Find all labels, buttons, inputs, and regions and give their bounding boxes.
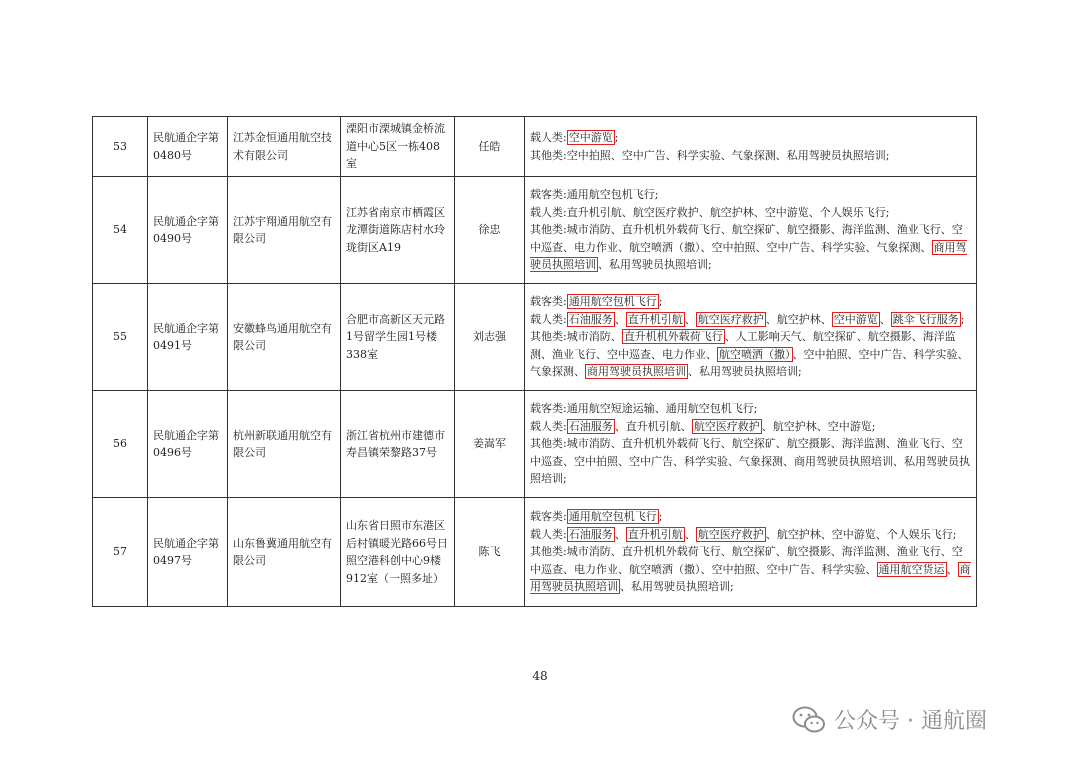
scope-line: [530, 543, 971, 596]
highlighted-scope-item: 航空医疗救护: [697, 527, 764, 541]
highlighted-scope-item: 空中游览: [833, 312, 878, 326]
legal-representative: 徐忠: [455, 177, 525, 284]
highlighted-scope-item: 通用航空包机飞行: [568, 510, 657, 524]
scope-line: [530, 311, 971, 329]
company-address: 山东省日照市东港区后村镇暖光路66号日照空港科创中心9楼912室（一照多址）: [341, 498, 455, 607]
permit-number: 民航通企字第0497号: [148, 498, 228, 607]
scope-text: 、空中拍照、空中广告、科学实验、气象探测、: [530, 347, 969, 379]
scope-text: 、: [684, 312, 696, 326]
scope-category: 其他类:: [530, 148, 567, 162]
highlighted-scope-item: 石油服务: [568, 419, 613, 433]
scope-category: 其他类:: [530, 437, 567, 451]
highlighted-scope-item: 直升机机外载荷飞行: [623, 330, 723, 344]
company-name: 江苏金恒通用航空技术有限公司: [228, 117, 341, 177]
scope-text: 、私用驾驶员执照培训;: [598, 258, 712, 272]
table-row: [93, 498, 977, 607]
row-number: 53: [93, 117, 148, 177]
scope-text: 城市消防、: [566, 330, 622, 344]
scope-text: 城市消防、直升机机外载荷飞行、航空探矿、航空摄影、海洋监测、渔业飞行、空中巡查、电力作业、航空喷洒（撒）、空中拍照、空中广告、科学实验、气象探测、: [530, 223, 963, 254]
scope-line: [530, 400, 971, 418]
scope-line: [530, 129, 971, 147]
scope-text: 直升机引航、航空医疗救护、航空护林、空中游览、个人娱乐飞行;: [566, 205, 890, 219]
page-number: 48: [532, 669, 548, 683]
legal-representative: 陈飞: [455, 498, 525, 607]
scope-category: 载人类:: [530, 312, 567, 326]
highlighted-scope-item: 直升机引航: [627, 312, 683, 326]
legal-representative: 姜嵩军: [455, 391, 525, 498]
scope-text: 、人工影响天气、航空探矿、航空摄影、海洋监测、渔业飞行、空中巡查、电力作业、: [530, 330, 956, 361]
scope-text: 、私用驾驶员执照培训;: [688, 365, 802, 379]
row-number: 54: [93, 177, 148, 284]
highlighted-scope-item: 商用驾驶员执照培训: [587, 365, 686, 379]
legal-representative: 刘志强: [455, 284, 525, 391]
permit-table-body: [93, 117, 977, 607]
company-name: 山东鲁冀通用航空有限公司: [228, 498, 341, 607]
scope-line: [530, 508, 971, 526]
scope-line: [530, 221, 971, 274]
highlighted-scope-item: 航空医疗救护: [697, 312, 764, 326]
scope-category: 载人类:: [530, 419, 567, 433]
permit-number: 民航通企字第0496号: [148, 391, 228, 498]
scope-category: 载人类:: [530, 205, 567, 219]
highlighted-scope-item: 通用航空货运: [878, 562, 945, 576]
scope-line: [530, 418, 971, 436]
watermark: [792, 704, 987, 735]
table-row: [93, 391, 977, 498]
company-name: 江苏宇翔通用航空有限公司: [228, 177, 341, 284]
scope-text: 、: [614, 312, 626, 326]
scope-category: 其他类:: [530, 545, 567, 559]
company-address: 合肥市高新区天元路1号留学生园1号楼338室: [341, 284, 455, 391]
scope-text: 、航空护林、: [765, 312, 832, 326]
scope-text: 、航空护林、空中游览;: [761, 419, 876, 433]
scope-text: 空中拍照、空中广告、科学实验、气象探测、私用驾驶员执照培训;: [566, 148, 890, 162]
business-scope: [525, 391, 977, 498]
scope-text: 、航空护林、空中游览、个人娱乐飞行;: [765, 527, 957, 541]
highlighted-scope-item: 空中游览: [568, 131, 613, 144]
highlighted-scope-item: 商用驾驶员执照培训: [530, 240, 967, 272]
highlighted-scope-item: 通用航空包机飞行: [568, 295, 657, 309]
scope-text: 、私用驾驶员执照培训;: [620, 580, 734, 594]
scope-line: [530, 204, 971, 222]
scope-category: 载人类:: [530, 527, 567, 541]
scope-line: [530, 328, 971, 381]
scope-text: 、: [946, 562, 958, 576]
scope-category: 载人类:: [530, 131, 567, 144]
highlighted-scope-item: 航空医疗救护: [693, 419, 760, 433]
company-address: 溧阳市溧城镇金桥流道中心5区一栋408室: [341, 117, 455, 177]
scope-text: 、: [684, 527, 696, 541]
permit-table: [92, 116, 977, 607]
highlighted-scope-item: 商用驾驶员执照培训: [530, 562, 971, 594]
scope-line: [530, 435, 971, 488]
business-scope: [525, 284, 977, 391]
business-scope: [525, 117, 977, 177]
scope-text: ;: [658, 510, 663, 524]
scope-text: 通用航空包机飞行;: [566, 188, 659, 202]
scope-text: 城市消防、直升机机外载荷飞行、航空探矿、航空摄影、海洋监测、渔业飞行、空中巡查、电力作业、航空喷洒（撒）、空中拍照、空中广告、科学实验、: [530, 545, 963, 576]
company-name: 杭州新联通用航空有限公司: [228, 391, 341, 498]
scope-line: [530, 186, 971, 204]
scope-line: [530, 293, 971, 311]
row-number: 56: [93, 391, 148, 498]
scope-line: [530, 147, 971, 165]
table-row: [93, 117, 977, 177]
business-scope: [525, 177, 977, 284]
business-scope: [525, 498, 977, 607]
highlighted-scope-item: 航空喷洒（撒）: [719, 347, 791, 361]
highlighted-scope-item: 石油服务: [568, 312, 613, 326]
legal-representative: 任皓: [455, 117, 525, 177]
scope-text: ;: [614, 131, 619, 144]
scope-category: 其他类:: [530, 223, 567, 237]
scope-text: 、: [879, 312, 891, 326]
scope-category: 载客类:: [530, 402, 567, 416]
scope-category: 其他类:: [530, 330, 567, 344]
scope-text: 、: [614, 527, 626, 541]
scope-text: 通用航空短途运输、通用航空包机飞行;: [566, 402, 758, 416]
company-name: 安徽蜂鸟通用航空有限公司: [228, 284, 341, 391]
highlighted-scope-item: 跳伞飞行服务: [892, 312, 959, 326]
scope-category: 载客类:: [530, 188, 567, 202]
company-address: 浙江省杭州市建德市寿昌镇荣黎路37号: [341, 391, 455, 498]
highlighted-scope-item: 直升机引航: [627, 527, 683, 541]
row-number: 57: [93, 498, 148, 607]
highlighted-scope-item: 石油服务: [568, 527, 613, 541]
company-address: 江苏省南京市栖霞区龙潭街道陈店村水玲珑街区A19: [341, 177, 455, 284]
scope-category: 载客类:: [530, 510, 567, 524]
permit-number: 民航通企字第0480号: [148, 117, 228, 177]
scope-text: 、直升机引航、: [614, 419, 692, 433]
table-row: [93, 284, 977, 391]
watermark-text: 公众号 · 通航圈: [834, 709, 987, 734]
scope-text: ;: [658, 295, 663, 309]
scope-line: [530, 526, 971, 544]
scope-text: 城市消防、直升机机外载荷飞行、航空探矿、航空摄影、海洋监测、渔业飞行、空中巡查、空中拍照、空中广告、科学实验、气象探测、商用驾驶员执照培训、私用驾驶员执照培训;: [530, 437, 970, 486]
scope-text: ;: [960, 312, 965, 326]
table-row: [93, 177, 977, 284]
permit-number: 民航通企字第0490号: [148, 177, 228, 284]
scope-category: 载客类:: [530, 295, 567, 309]
row-number: 55: [93, 284, 148, 391]
wechat-icon: [792, 706, 826, 734]
permit-number: 民航通企字第0491号: [148, 284, 228, 391]
